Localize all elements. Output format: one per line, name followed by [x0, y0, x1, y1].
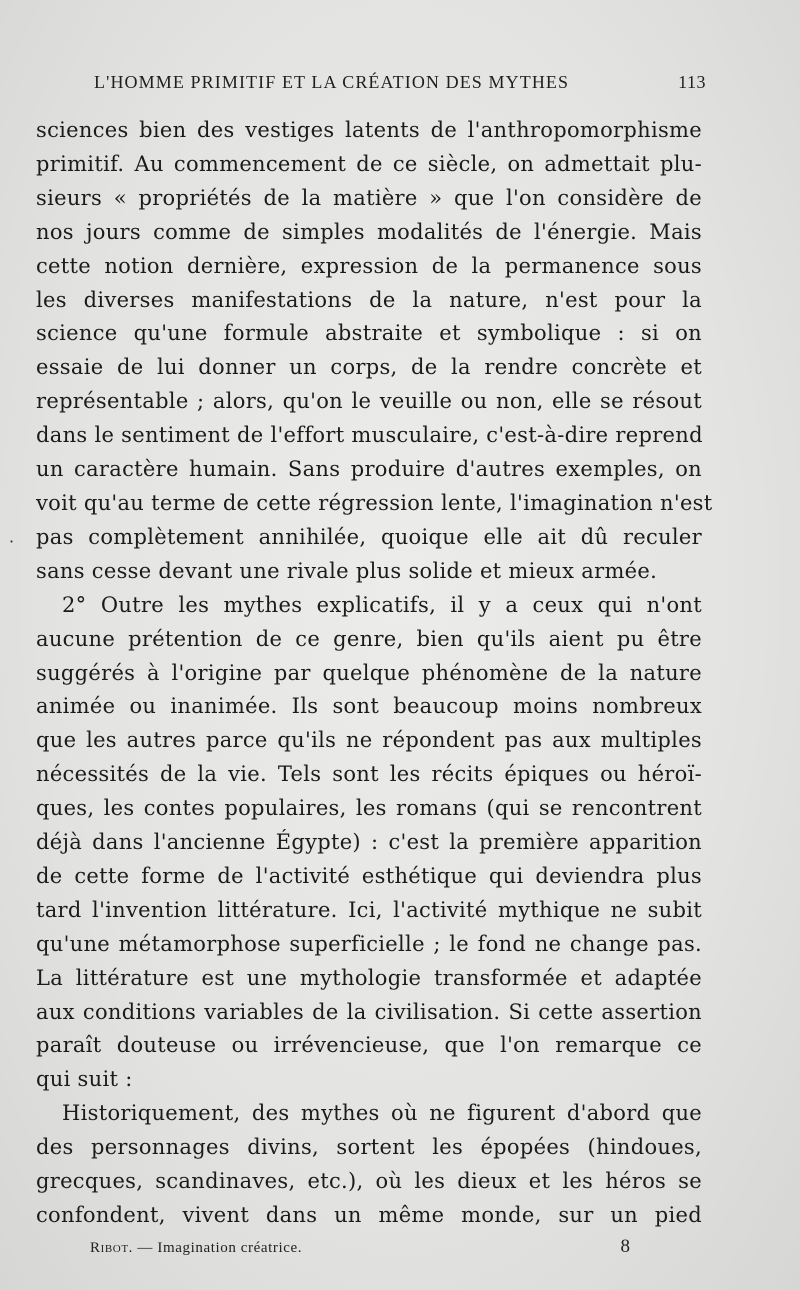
- text-line: La littérature est une mythologie transformée et adaptée: [36, 965, 702, 990]
- text-line: aucune prétention de ce genre, bien qu'ils aient pu être: [36, 626, 702, 651]
- footer-work-title: Imagination créatrice.: [157, 1240, 303, 1256]
- page-footer: [90, 1236, 630, 1258]
- text-line: cette notion dernière, expression de la permanence sous: [36, 253, 702, 278]
- printer-signature: [90, 1240, 302, 1257]
- text-line: Historiquement, des mythes où ne figurent d'abord que: [62, 1101, 702, 1126]
- text-line: paraît douteuse ou irrévencieuse, que l'on remarque ce: [36, 1033, 702, 1058]
- text-line: voit qu'au terme de cette régression lente, l'imagination n'est: [36, 490, 713, 515]
- text-line: qu'une métamorphose superficielle ; le fond ne change pas.: [36, 931, 702, 956]
- text-line: dans le sentiment de l'effort musculaire, c'est-à-dire reprend: [36, 423, 703, 448]
- running-head: [94, 72, 706, 93]
- text-line: aux conditions variables de la civilisation. Si cette assertion: [36, 999, 702, 1024]
- footer-author: Ribot.: [90, 1240, 134, 1256]
- text-line: pas complètement annihilée, quoique elle ait dû reculer: [36, 524, 702, 549]
- text-line: nos jours comme de simples modalités de l'énergie. Mais: [36, 219, 702, 244]
- text-line: grecques, scandinaves, etc.), où les dieux et les héros se: [36, 1169, 702, 1194]
- text-line: essaie de lui donner un corps, de la rendre concrète et: [36, 355, 702, 380]
- text-line: de cette forme de l'activité esthétique qui deviendra plus: [36, 863, 702, 888]
- text-line: 2° Outre les mythes explicatifs, il y a ceux qui n'ont: [62, 592, 702, 617]
- text-line: représentable ; alors, qu'on le veuille ou non, elle se résout: [36, 389, 702, 414]
- text-line: science qu'une formule abstraite et symbolique : si on: [36, 321, 702, 346]
- text-line: sans cesse devant une rivale plus solide et mieux armée.: [36, 558, 658, 583]
- text-line: des personnages divins, sortent les épopées (hindoues,: [36, 1135, 702, 1160]
- text-line: les diverses manifestations de la nature, n'est pour la: [36, 287, 702, 312]
- body-text: [36, 114, 713, 1233]
- text-line: confondent, vivent dans un même monde, sur un pied: [36, 1203, 702, 1227]
- text-line: sciences bien des vestiges latents de l'anthropomorphisme: [36, 118, 702, 142]
- text-line: un caractère humain. Sans produire d'autres exemples, on: [36, 457, 702, 482]
- text-line: qui suit :: [36, 1067, 133, 1092]
- footer-separator: —: [137, 1240, 153, 1256]
- text-line: que les autres parce qu'ils ne répondent pas aux multiples: [36, 728, 702, 753]
- text-line: tard l'invention littérature. Ici, l'activité mythique ne subit: [36, 897, 702, 922]
- text-line: animée ou inanimée. Ils sont beaucoup moins nombreux: [36, 694, 702, 719]
- text-line: nécessités de la vie. Tels sont les récits épiques ou héroï-: [36, 762, 702, 787]
- sheet-number: 8: [620, 1236, 630, 1257]
- text-line: sieurs « propriétés de la matière » que l'on considère de: [36, 185, 702, 210]
- running-head-title: L'HOMME PRIMITIF ET LA CRÉATION DES MYTHES: [94, 72, 570, 92]
- text-line: primitif. Au commencement de ce siècle, on admettait plu-: [36, 151, 702, 176]
- text-line: déjà dans l'ancienne Égypte) : c'est la première apparition: [36, 830, 702, 855]
- text-line: suggérés à l'origine par quelque phénomène de la nature: [36, 660, 702, 685]
- margin-speck: ·: [9, 532, 15, 551]
- text-line: ques, les contes populaires, les romans (qui se rencontrent: [36, 796, 702, 821]
- page-number: 113: [678, 72, 706, 92]
